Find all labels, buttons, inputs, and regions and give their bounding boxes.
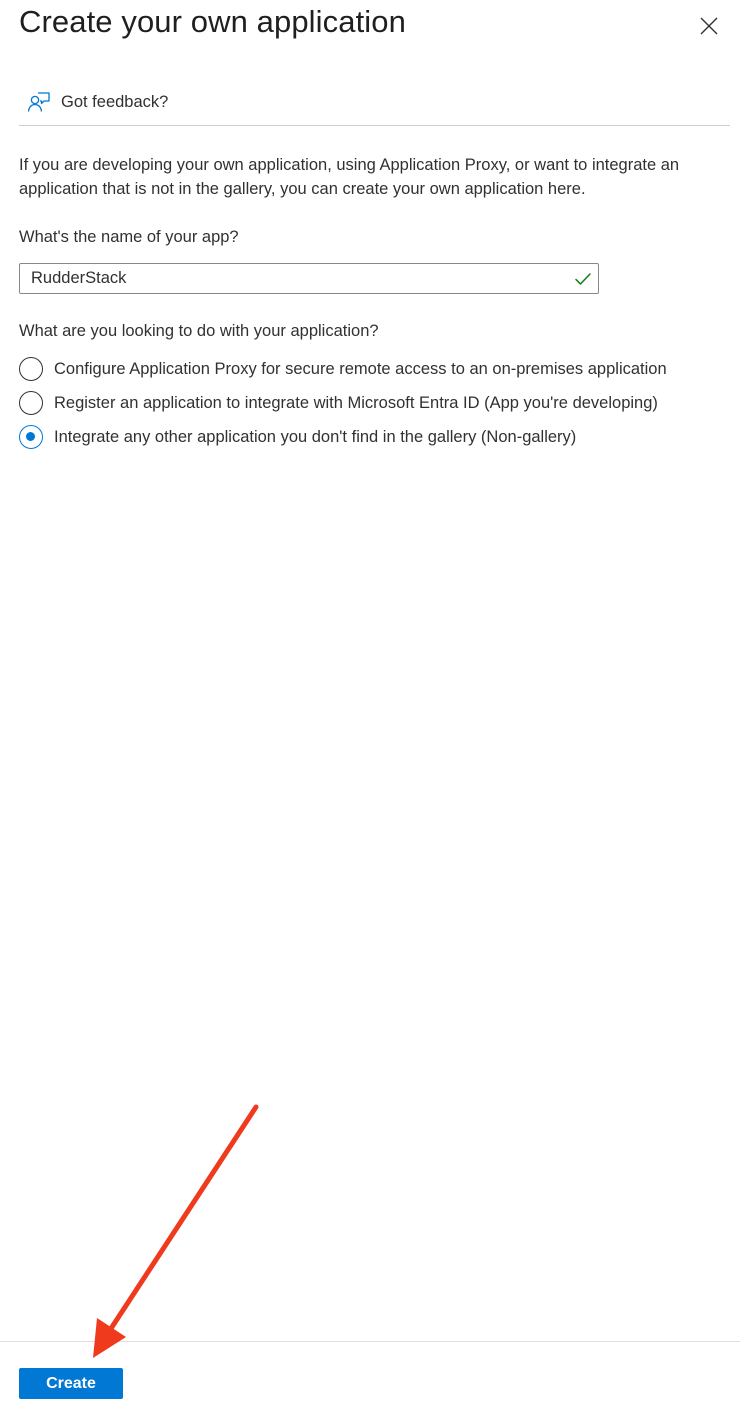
option-label: Configure Application Proxy for secure remote access to an on-premises application — [54, 359, 667, 378]
option-register-app[interactable] — [19, 390, 658, 416]
feedback-icon — [27, 90, 51, 114]
close-button[interactable] — [694, 11, 724, 41]
radio-button-selected[interactable] — [19, 425, 43, 449]
footer-divider — [0, 1341, 740, 1342]
purpose-question: What are you looking to do with your application? — [19, 322, 379, 340]
description-text: If you are developing your own application, using Application Proxy, or want to integrate an application that is not in the gallery, you can create your own application here. — [19, 156, 680, 198]
close-icon — [700, 17, 718, 35]
radio-button[interactable] — [19, 357, 43, 381]
app-name-input[interactable] — [20, 264, 598, 293]
feedback-link[interactable] — [19, 84, 168, 120]
app-name-label: What's the name of your app? — [19, 228, 239, 246]
option-app-proxy[interactable] — [19, 356, 667, 382]
feedback-label: Got feedback? — [61, 92, 169, 111]
option-label: Integrate any other application you don't find in the gallery (Non-gallery) — [54, 427, 577, 446]
option-non-gallery[interactable] — [19, 424, 576, 450]
option-label: Register an application to integrate with Microsoft Entra ID (App you're developing) — [54, 393, 658, 412]
checkmark-icon — [574, 270, 592, 288]
radio-button[interactable] — [19, 391, 43, 415]
app-name-field — [19, 263, 599, 294]
header-divider — [19, 125, 730, 126]
create-button[interactable]: Create — [19, 1368, 123, 1399]
page-title: Create your own application — [19, 4, 406, 39]
